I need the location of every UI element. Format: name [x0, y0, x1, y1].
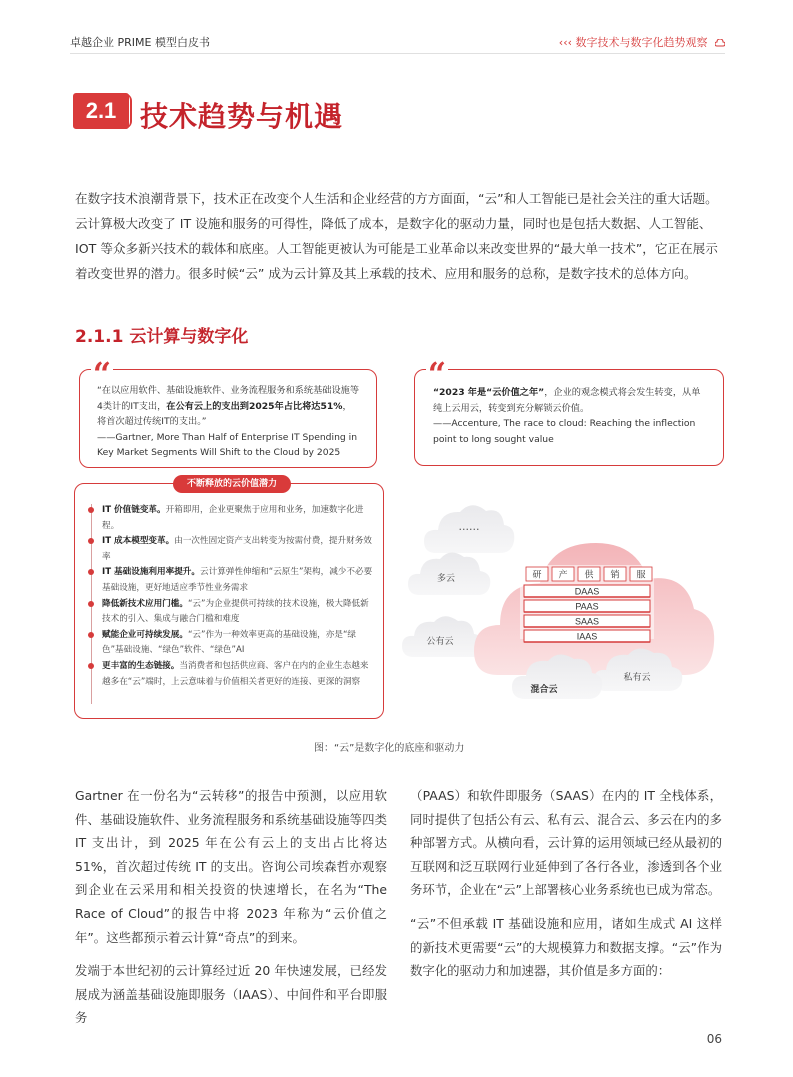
section-title: 技术趋势与机遇 [140, 100, 344, 133]
chapter-title [559, 34, 725, 50]
section-badge-bracket [124, 93, 132, 129]
list-item-text: “云”为企业提供可持续的技术设施，极大降低新技术的引入、集成与融合门槛和难度 [102, 598, 369, 625]
body-paragraph: Gartner 在一份名为“云转移”的报告中预测，以应用软件、基础设施软件、业务流程服务和系统基础设施等四类 IT 支出计，到 2025 年在公有云上的支出占比将达 51%，首次超过传统 IT 的支出。咨询公司埃森哲亦观察到企业在云采用和相关投资的快速增长，在名为“The Race of Cloud”的报告中将 2023 年称为“云价值之年”。这些都预示着云计算“奇点”的到来。 [75, 788, 387, 945]
cloud-diagram [400, 485, 725, 720]
cloud-diagram-svg [400, 485, 725, 720]
quote2-text-a: ，企业的观念模式将会发生转变，从单纯上云用云，转变到充分解锁云价值。 [433, 387, 701, 414]
cloud-potential-tag: 不断释放的云价值潜力 [173, 475, 291, 493]
list-item-text: “云”作为一种效率更高的基础设施，亦是“绿色”基础设施、“绿色”软件、“绿色”AI [102, 629, 356, 656]
page-header [70, 34, 725, 50]
bullet-dot [88, 538, 94, 544]
quote-mark-icon: “ [92, 355, 112, 393]
cloud-icon [715, 37, 725, 50]
quote2-text-bold: “2023 年是“云价值之年” [433, 387, 545, 398]
quote-mark-icon: “ [427, 355, 447, 393]
section-number-badge: 2.1 [73, 93, 129, 129]
body-column-right [410, 784, 722, 983]
figure-caption: 图：“云”是数字化的底座和驱动力 [314, 743, 465, 754]
bullet-dot [88, 507, 94, 513]
page-number: 06 [706, 1032, 722, 1046]
doc-title: 卓越企业 PRIME 模型白皮书 [70, 36, 210, 49]
list-item [102, 628, 376, 659]
cloud-potential-list [102, 503, 376, 690]
multi-cloud-label: 多云 [436, 574, 456, 584]
list-item [102, 534, 376, 565]
dots-label: ...... [458, 520, 480, 533]
accenture-quote-box [414, 355, 724, 466]
quote1-text-b: ，将首次超过传统IT的支出。” [97, 400, 352, 427]
list-item [102, 565, 376, 596]
list-item-text: 云计算弹性伸缩和“云原生”架构，减少不必要基础设施，更好地适应季节性业务需求 [102, 567, 373, 593]
list-item-text: 由一次性固定资产支出转变为按需付费，提升财务效率 [102, 536, 372, 562]
header-divider [70, 53, 725, 54]
body-column-left [75, 784, 387, 1030]
bullet-dot [88, 601, 94, 607]
bullet-dot [88, 663, 94, 669]
list-item [102, 597, 376, 628]
body-paragraph: “云”不但承载 IT 基础设施和应用，诸如生成式 AI 这样的新技术更需要“云”的大规模算力和数据支撑。“云”作为数字化的驱动力和加速器，其价值是多方面的： [410, 915, 722, 979]
cloud-potential-box [74, 479, 384, 719]
quote1-text-a: “在以应用软件、基础设施软件、业务流程服务和系统基础设施等4类计的IT支出， [97, 385, 360, 412]
gartner-quote-box [79, 355, 377, 468]
list-item-text: 开箱即用，企业更聚焦于应用和业务，加速数字化进程。 [102, 505, 364, 531]
stack-cell-label: 研 [532, 570, 542, 581]
service-stack [520, 565, 654, 642]
subsection-title: 2.1.1 云计算与数字化 [75, 327, 249, 347]
stack-cell-label: 产 [558, 570, 568, 581]
quote1-text-bold: 在公有云上的支出到2025年占比将达51% [166, 400, 343, 412]
stack-layer-label: DAAS [574, 586, 600, 597]
intro-paragraph: 在数字技术浪潮背景下，技术正在改变个人生活和企业经营的方方面面，“云”和人工智能已是社会关注的重大话题。云计算极大改变了 IT 设施和服务的可得性，降低了成本，是数字化的驱动力量，同时也是包括大数据、人工智能、IOT 等众多新兴技术的载体和底座。人工智能更被认为可能是工业革命以来改变世界的“最大单一技术”，它正在展示着改变世界的潜力。很多时候“云” 成为云计算及其上承载的技术、应用和服务的总称，是数字技术的总体方向。 [75, 191, 718, 281]
list-item-text: 当消费者和包括供应商、客户在内的企业生态越来越多在“云”端时，上云意味着与价值相关者更好的连接、更深的洞察 [102, 660, 369, 687]
body-paragraph: 发端于本世纪初的云计算经过近 20 年快速发展，已经发展成为涵盖基础设施即服务（IAAS）、中间件和平台即服务 [75, 963, 387, 1026]
private-cloud-label: 私有云 [623, 673, 651, 683]
bullet-dot [88, 569, 94, 575]
list-item-title: 降低新技术应用门槛。 [102, 598, 188, 609]
list-item-title: 赋能企业可持续发展。 [102, 629, 188, 640]
hybrid-cloud-label: 混合云 [530, 685, 558, 695]
gartner-quote-source: ——Gartner, More Than Half of Enterprise IT Spending in Key Market Segments Will Shift to the Cloud by 2025 [97, 431, 358, 458]
public-cloud-label: 公有云 [426, 637, 454, 647]
accenture-quote-source: ——Accenture, The race to cloud: Reaching the inflection point to long sought value [433, 418, 696, 445]
bullet-dot [88, 632, 94, 638]
stack-cell-label: 销 [610, 570, 620, 581]
stack-cell-label: 服 [636, 570, 646, 581]
body-paragraph: （PAAS）和软件即服务（SAAS）在内的 IT 全栈体系，同时提供了包括公有云、私有云、混合云、多云在内的多种部署方式。从横向看，云计算的运用领域已经从最初的互联网和泛互联网行业延伸到了各行各业，渗透到各个业务环节，企业在“云”上部署核心业务系统也已成为常态。 [410, 788, 722, 898]
list-item [102, 503, 376, 534]
stack-cell-label: 供 [584, 570, 594, 581]
list-item [102, 659, 376, 690]
list-item-title: 更丰富的生态链接。 [102, 660, 180, 671]
list-item-title: IT 价值链变革。 [102, 505, 166, 515]
accenture-quote-text [433, 385, 707, 416]
gartner-quote-text [97, 383, 360, 430]
stack-layer-label: PAAS [575, 601, 599, 612]
list-item-title: IT 基础设施利用率提升。 [102, 567, 200, 578]
chapter-title-text: ‹‹‹ 数字技术与数字化趋势观察 [558, 36, 708, 49]
list-item-title: IT 成本模型变革。 [102, 536, 175, 547]
stack-layer-label: SAAS [574, 616, 600, 627]
stack-layer-label: IAAS [576, 631, 598, 642]
